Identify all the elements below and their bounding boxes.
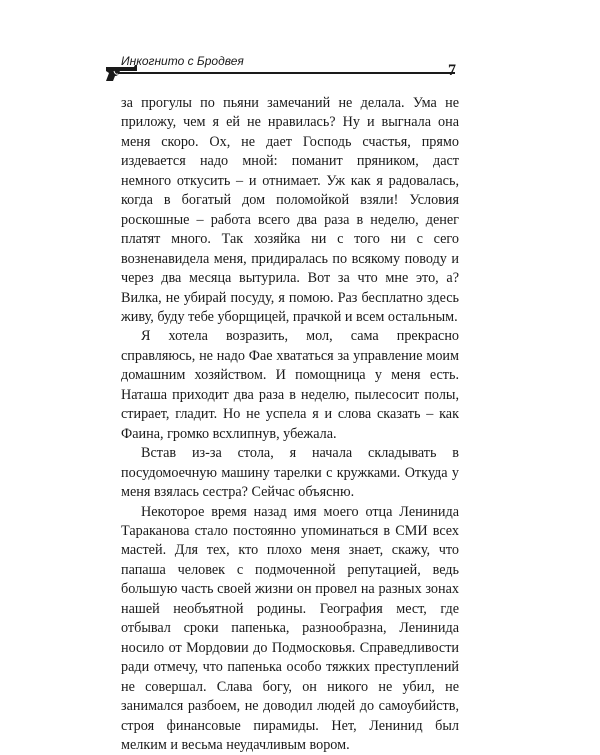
running-header <box>113 48 463 82</box>
header-rule <box>113 72 455 74</box>
running-title: Инкогнито с Бродвея <box>121 54 244 68</box>
body-text <box>121 94 459 755</box>
paragraph: Некоторое время назад имя моего отца Ленинида Тараканова стало постоянно упоминаться в СМИ всех мастей. Для тех, кто плохо меня знает, скажу, что папаша человек с подмоченной репутацией, ведь большую часть своей жизни он провел на разных зонах нашей необъятной родины. География мест, где отбывал сроки папенька, разнообразна, Ленинида носило от Мордовии до Подмосковья. Справедливости ради отмечу, что папенька особо тяжких преступлений не совершал. Слава богу, он никого не убил, не занимался разбоем, не доводил людей до самоубийств, строя финансовые пирамиды. Нет, Ленинид был мелким и весьма неудачливым вором. <box>121 503 459 753</box>
page-number: 7 <box>448 62 456 79</box>
pistol-icon <box>104 64 138 82</box>
paragraph: за прогулы по пьяни замечаний не делала. Ума не приложу, чем я ей не нравилась? Ну и выгнала она меня скоро. Ох, не дает Господь счастья, прямо издевается надо мной: поманит пряником, даст немного откусить – и отнимает. Уж как я радовалась, когда в богатый дом поломойкой взяли! Условия роскошные – работа всего два раза в неделю, денег платят много. Так хозяйка ни с того ни с сего возненавидела меня, придиралась по всякому поводу и через два месяца вытурила. Вот за что мне это, а? Вилка, не убирай посуду, я помою. Раз бесплатно здесь живу, буду тебе уборщицей, прачкой и всем остальным. <box>121 95 459 325</box>
paragraph: Я хотела возразить, мол, сама прекрасно справляюсь, не надо Фае хвататься за управление моим домашним хозяйством. И помощница у меня есть. Наташа приходит два раза в неделю, пылесосит полы, стирает, гладит. Но не успела я и слова сказать – как Фаина, громко всхлипнув, убежала. <box>121 328 459 442</box>
paragraph: Встав из-за стола, я начала складывать в посудомоечную машину тарелки с кружками. Откуда у меня взялась сестра? Сейчас объясню. <box>121 445 459 501</box>
